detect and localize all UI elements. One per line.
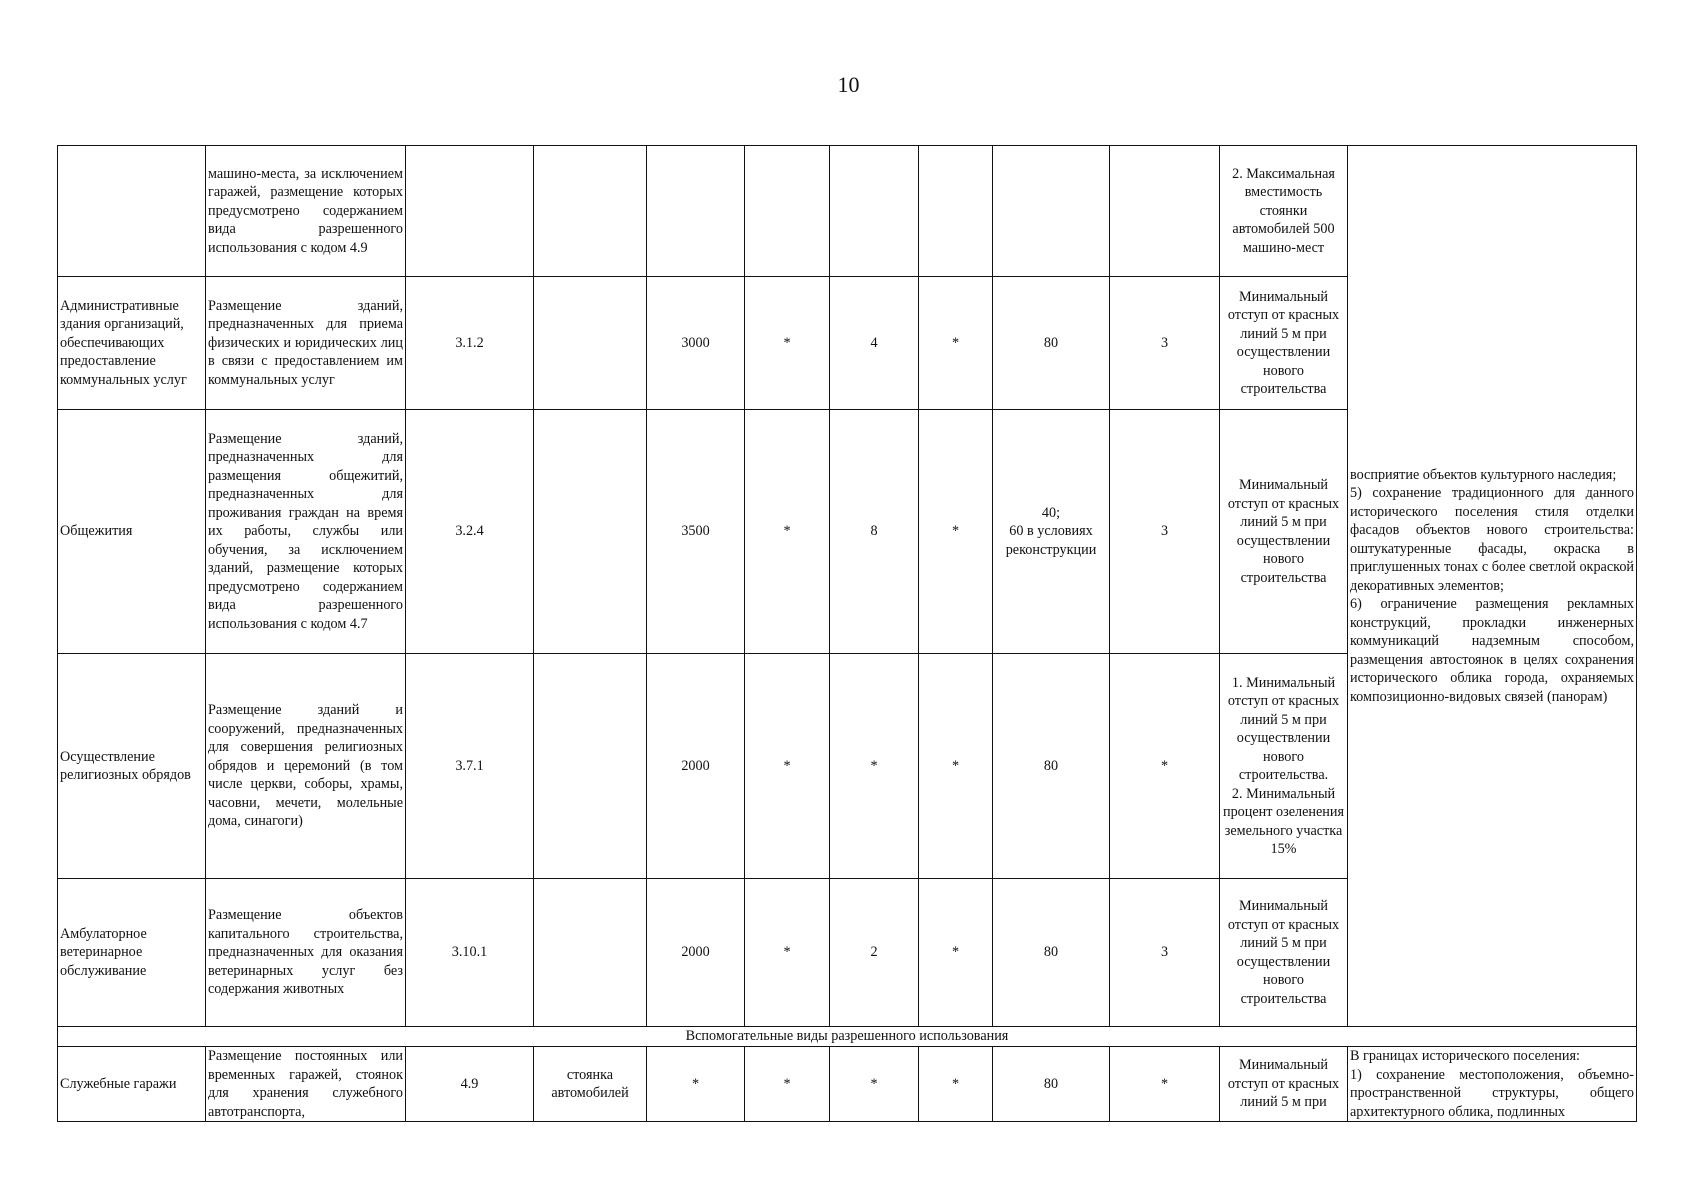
floors-cell <box>830 146 919 277</box>
coverage-cell: 80 <box>993 277 1110 410</box>
use-description-cell: Размещение зданий, предназначенных для приема физических и юридических лиц в связи с предоставлением им коммунальных услуг <box>206 277 406 410</box>
setback-cell: * <box>1110 1047 1220 1122</box>
use-name-cell: Амбулаторное ветеринарное обслуживание <box>58 879 206 1027</box>
other-params-cell: Минимальный отступ от красных линий 5 м при осуществлении нового строительства <box>1220 879 1348 1027</box>
use-code-cell: 4.9 <box>406 1047 534 1122</box>
floors-cell: 2 <box>830 879 919 1027</box>
param-cell: * <box>745 654 830 879</box>
restriction-line: восприятие объектов культурного наследия; <box>1350 466 1617 483</box>
related-use-cell <box>534 277 647 410</box>
page-number: 10 <box>837 72 860 97</box>
section-header-row <box>58 1027 1637 1047</box>
floors-cell: * <box>830 654 919 879</box>
param-cell <box>919 146 993 277</box>
plot-area-cell: * <box>647 1047 745 1122</box>
restriction-line: В границах исторического поселения: <box>1350 1048 1580 1064</box>
plot-area-cell: 2000 <box>647 654 745 879</box>
param-cell: * <box>745 1047 830 1122</box>
param-cell: * <box>919 410 993 654</box>
restriction-line: 1) сохранение местоположения, объемно-пространственной структуры, общего архитектурного облика, подлинных <box>1350 1066 1634 1120</box>
use-description-cell: Размещение постоянных или временных гаражей, стоянок для хранения служебного автотранспорта, <box>206 1047 406 1122</box>
floors-cell: * <box>830 1047 919 1122</box>
param-cell: * <box>919 654 993 879</box>
use-description-cell: машино-места, за исключением гаражей, размещение которых предусмотрено содержанием вида разрешенного использования с кодом 4.9 <box>206 146 406 277</box>
floors-cell: 8 <box>830 410 919 654</box>
table-row <box>58 146 1637 277</box>
use-code-cell: 3.10.1 <box>406 879 534 1027</box>
use-name-cell: Административные здания организаций, обеспечивающих предоставление коммунальных услуг <box>58 277 206 410</box>
restrictions-cell <box>1348 1047 1637 1122</box>
setback-cell: 3 <box>1110 879 1220 1027</box>
other-params-cell: Минимальный отступ от красных линий 5 м при <box>1220 1047 1348 1122</box>
param-cell: * <box>745 879 830 1027</box>
use-name-cell: Общежития <box>58 410 206 654</box>
use-description-cell: Размещение зданий и сооружений, предназначенных для совершения религиозных обрядов и церемоний (в том числе церкви, соборы, храмы, часовни, мечети, молельные дома, синагоги) <box>206 654 406 879</box>
restriction-line: 6) ограничение размещения рекламных конструкций, прокладки инженерных коммуникаций надземным способом, размещения автостоянок в целях сохранения исторического облика города, охраняемых композиционно-видовых связей (панорам) <box>1350 596 1634 705</box>
use-code-cell: 3.2.4 <box>406 410 534 654</box>
use-name-cell <box>58 146 206 277</box>
use-description-cell: Размещение зданий, предназначенных для размещения общежитий, предназначенных для проживания граждан на время их работы, службы или обучения, за исключением зданий, размещение которых предусмотрено содержанием вида разрешенного использования с кодом 4.7 <box>206 410 406 654</box>
related-use-cell <box>534 879 647 1027</box>
setback-cell: 3 <box>1110 410 1220 654</box>
coverage-cell <box>993 146 1110 277</box>
plot-area-cell <box>647 146 745 277</box>
use-name-cell: Осуществление религиозных обрядов <box>58 654 206 879</box>
coverage-cell: 80 <box>993 1047 1110 1122</box>
coverage-cell: 80 <box>993 879 1110 1027</box>
param-cell: * <box>919 277 993 410</box>
param-cell: * <box>745 277 830 410</box>
related-use-cell <box>534 146 647 277</box>
setback-cell: * <box>1110 654 1220 879</box>
other-params-cell: Минимальный отступ от красных линий 5 м при осуществлении нового строительства <box>1220 277 1348 410</box>
other-params-cell: 2. Максимальная вместимость стоянки автомобилей 500 машино-мест <box>1220 146 1348 277</box>
related-use-cell: стоянка автомобилей <box>534 1047 647 1122</box>
param-cell: * <box>919 1047 993 1122</box>
param-cell <box>745 146 830 277</box>
related-use-cell <box>534 410 647 654</box>
restrictions-cell <box>1348 146 1637 1027</box>
use-description-cell: Размещение объектов капитального строительства, предназначенных для оказания ветеринарных услуг без содержания животных <box>206 879 406 1027</box>
restriction-line: 5) сохранение традиционного для данного исторического поселения стиля отделки фасадов объектов нового строительства: оштукатуренные фасады, окраска в приглушенных тонах с более светлой окраской декоративных элементов; <box>1350 485 1634 594</box>
use-code-cell <box>406 146 534 277</box>
table-row <box>58 1047 1637 1122</box>
use-code-cell: 3.7.1 <box>406 654 534 879</box>
other-params-cell: Минимальный отступ от красных линий 5 м при осуществлении нового строительства <box>1220 410 1348 654</box>
use-name-cell: Служебные гаражи <box>58 1047 206 1122</box>
floors-cell: 4 <box>830 277 919 410</box>
param-cell: * <box>919 879 993 1027</box>
other-params-cell: 1. Минимальный отступ от красных линий 5 м при осуществлении нового строительства. 2. Минимальный процент озеленения земельного участка 15% <box>1220 654 1348 879</box>
use-code-cell: 3.1.2 <box>406 277 534 410</box>
setback-cell <box>1110 146 1220 277</box>
setback-cell: 3 <box>1110 277 1220 410</box>
section-title: Вспомогательные виды разрешенного использования <box>58 1027 1637 1047</box>
coverage-cell: 40; 60 в условиях реконструкции <box>993 410 1110 654</box>
plot-area-cell: 3500 <box>647 410 745 654</box>
coverage-cell: 80 <box>993 654 1110 879</box>
related-use-cell <box>534 654 647 879</box>
plot-area-cell: 3000 <box>647 277 745 410</box>
regulations-table <box>57 145 1637 1122</box>
param-cell: * <box>745 410 830 654</box>
plot-area-cell: 2000 <box>647 879 745 1027</box>
